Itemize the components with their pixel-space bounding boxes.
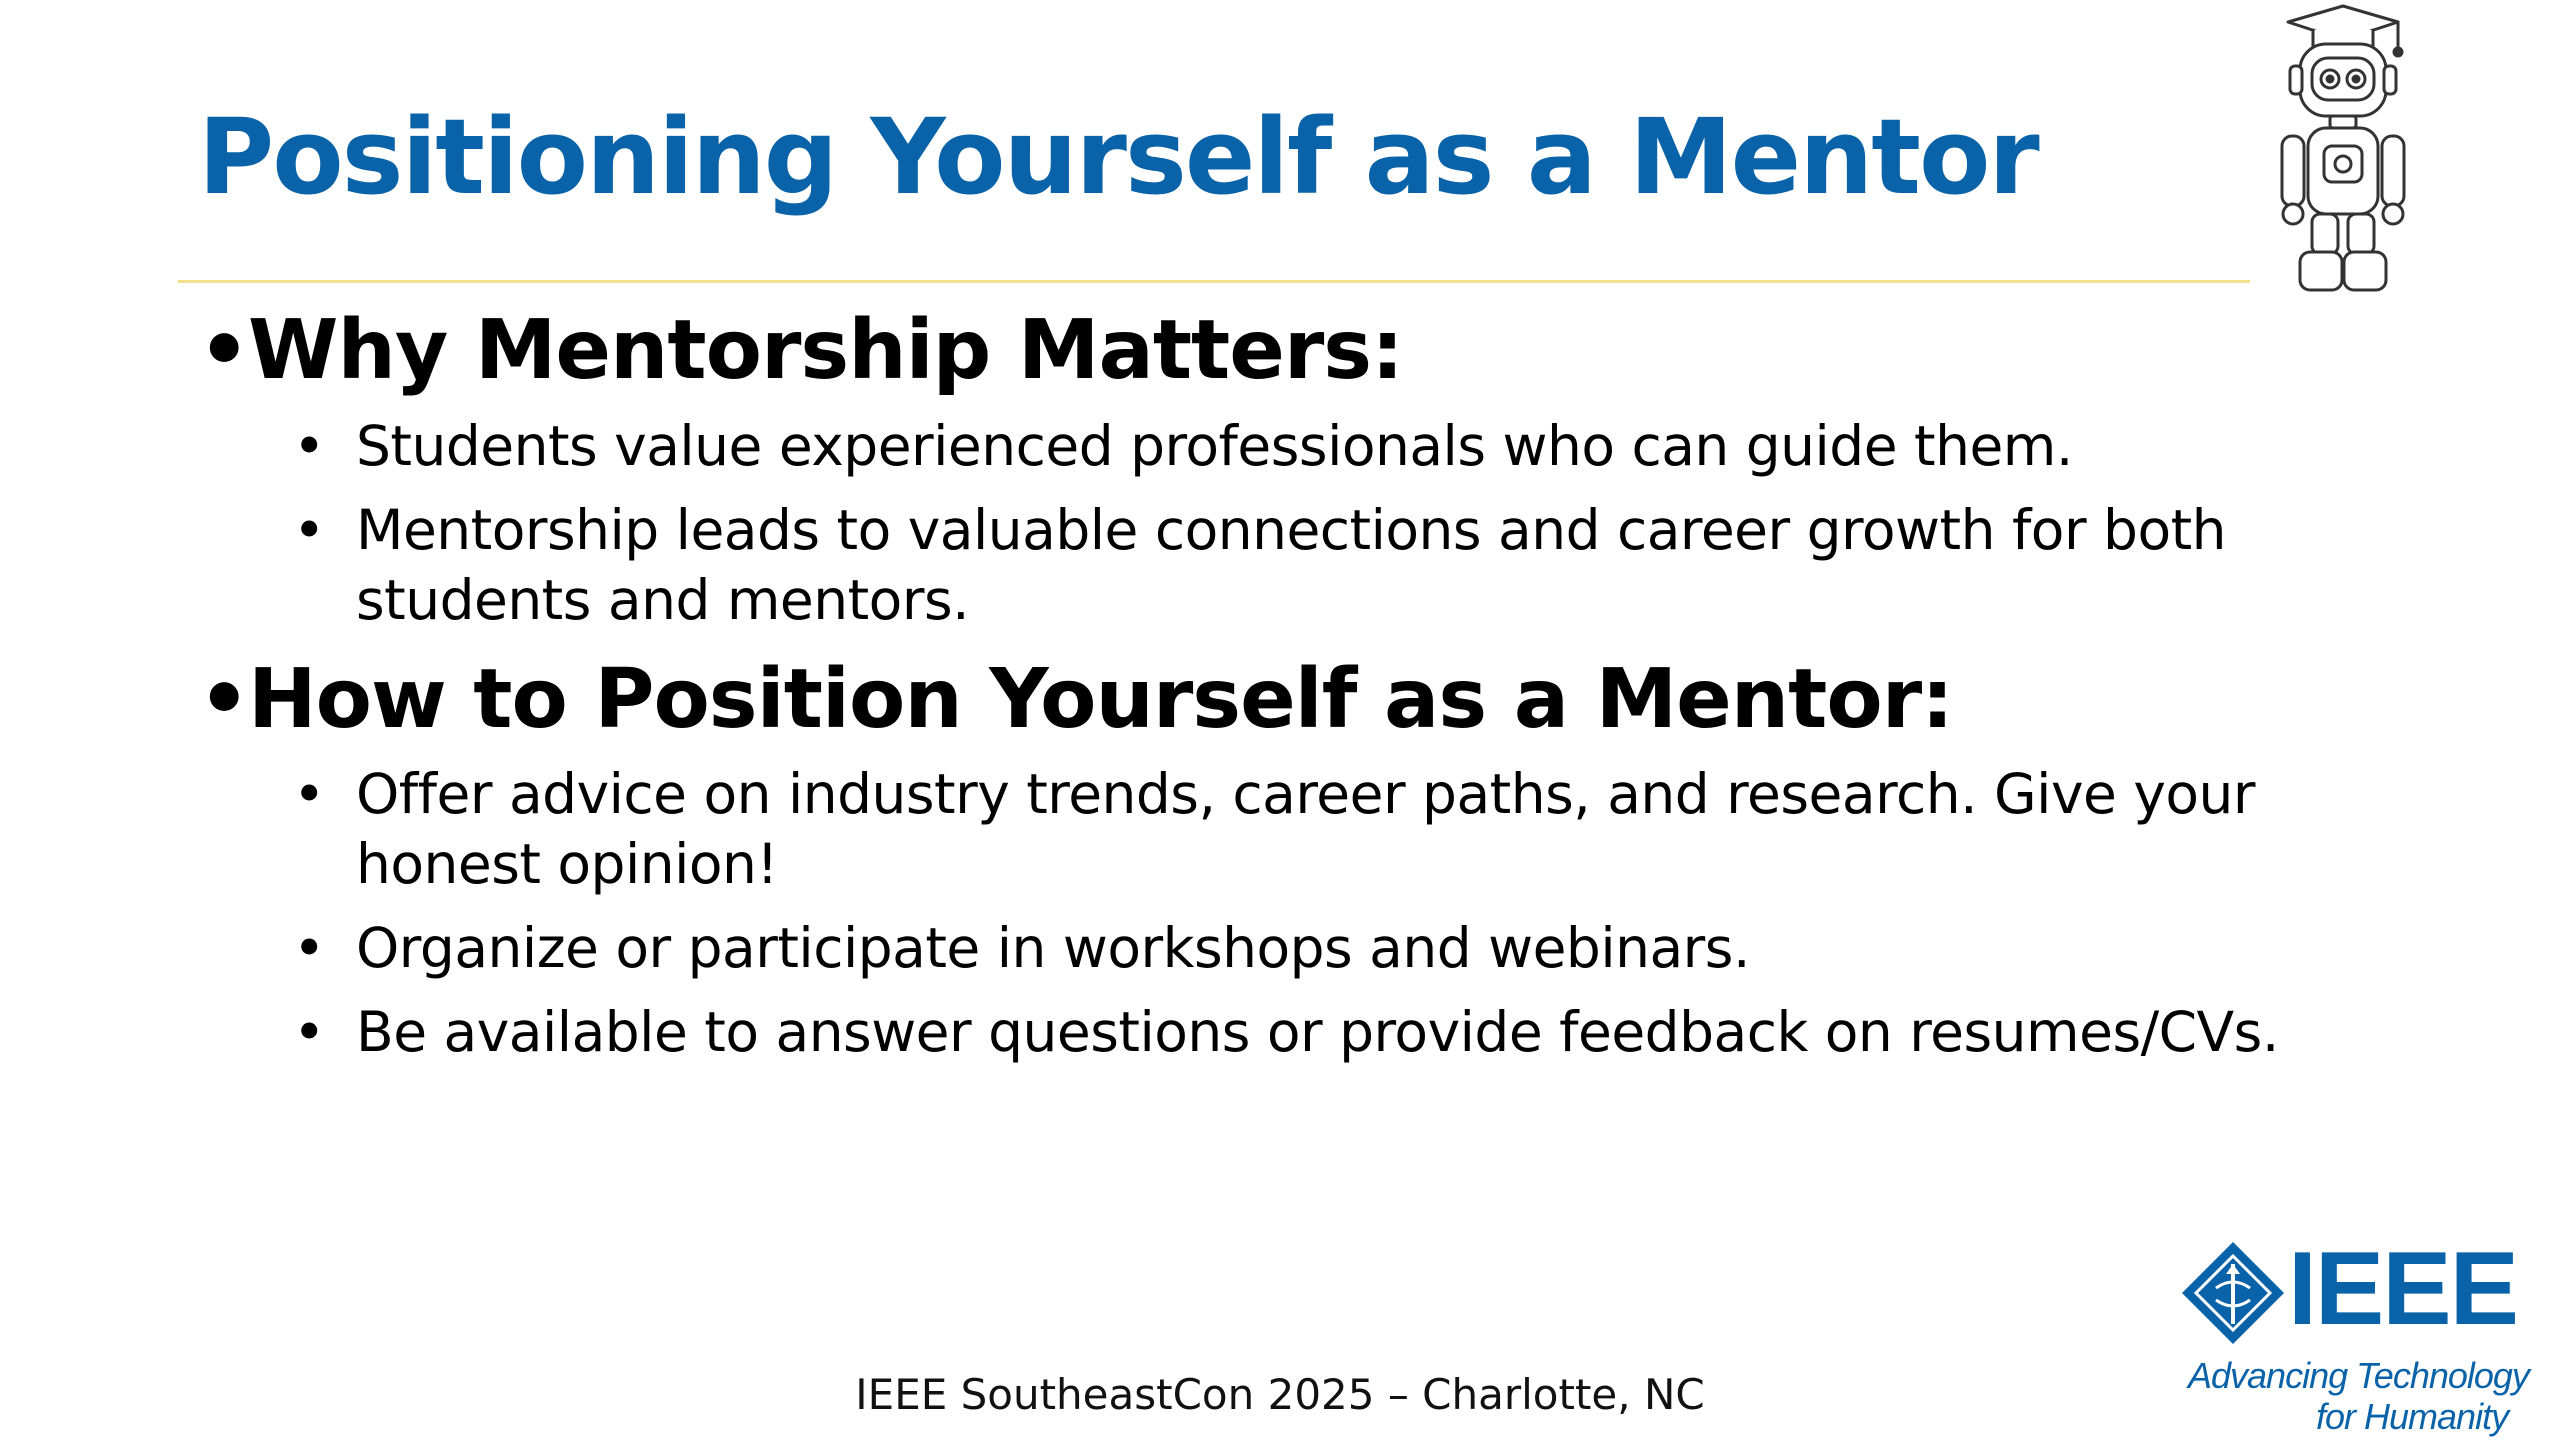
bullet-item: • Be available to answer questions or provide feedback on resumes/CVs. [198, 997, 2396, 1067]
ieee-mark [2180, 1231, 2540, 1350]
slide-footer: IEEE SoutheastCon 2025 – Charlotte, NC [855, 1370, 1705, 1419]
section-why-mentorship [198, 300, 2398, 635]
ieee-wordmark: IEEE [2288, 1231, 2517, 1347]
bullet-item: • Mentorship leads to valuable connections and career growth for both students and mentors. [198, 495, 2396, 635]
graduate-robot-icon [2268, 0, 2418, 300]
section-heading: • Why Mentorship Matters: [198, 300, 2398, 403]
ieee-tagline-line1: Advancing Technology [2188, 1355, 2529, 1396]
title-divider [178, 280, 2250, 283]
bullet-list [198, 411, 2398, 635]
bullet-item: • Organize or participate in workshops and webinars. [198, 913, 2396, 983]
ieee-tagline-line2: for Humanity [2316, 1396, 2509, 1437]
slide-body [198, 300, 2398, 1081]
ieee-logo [2180, 1231, 2540, 1440]
bullet-item: • Offer advice on industry trends, career paths, and research. Give your honest opinion! [198, 759, 2396, 899]
section-how-to-position [198, 649, 2398, 1068]
slide-title: Positioning Yourself as a Mentor [198, 96, 2038, 218]
bullet-item: • Students value experienced professionals who can guide them. [198, 411, 2396, 481]
bullet-list [198, 759, 2398, 1067]
ieee-diamond-icon [2180, 1240, 2286, 1346]
section-heading: • How to Position Yourself as a Mentor: [198, 649, 2398, 752]
